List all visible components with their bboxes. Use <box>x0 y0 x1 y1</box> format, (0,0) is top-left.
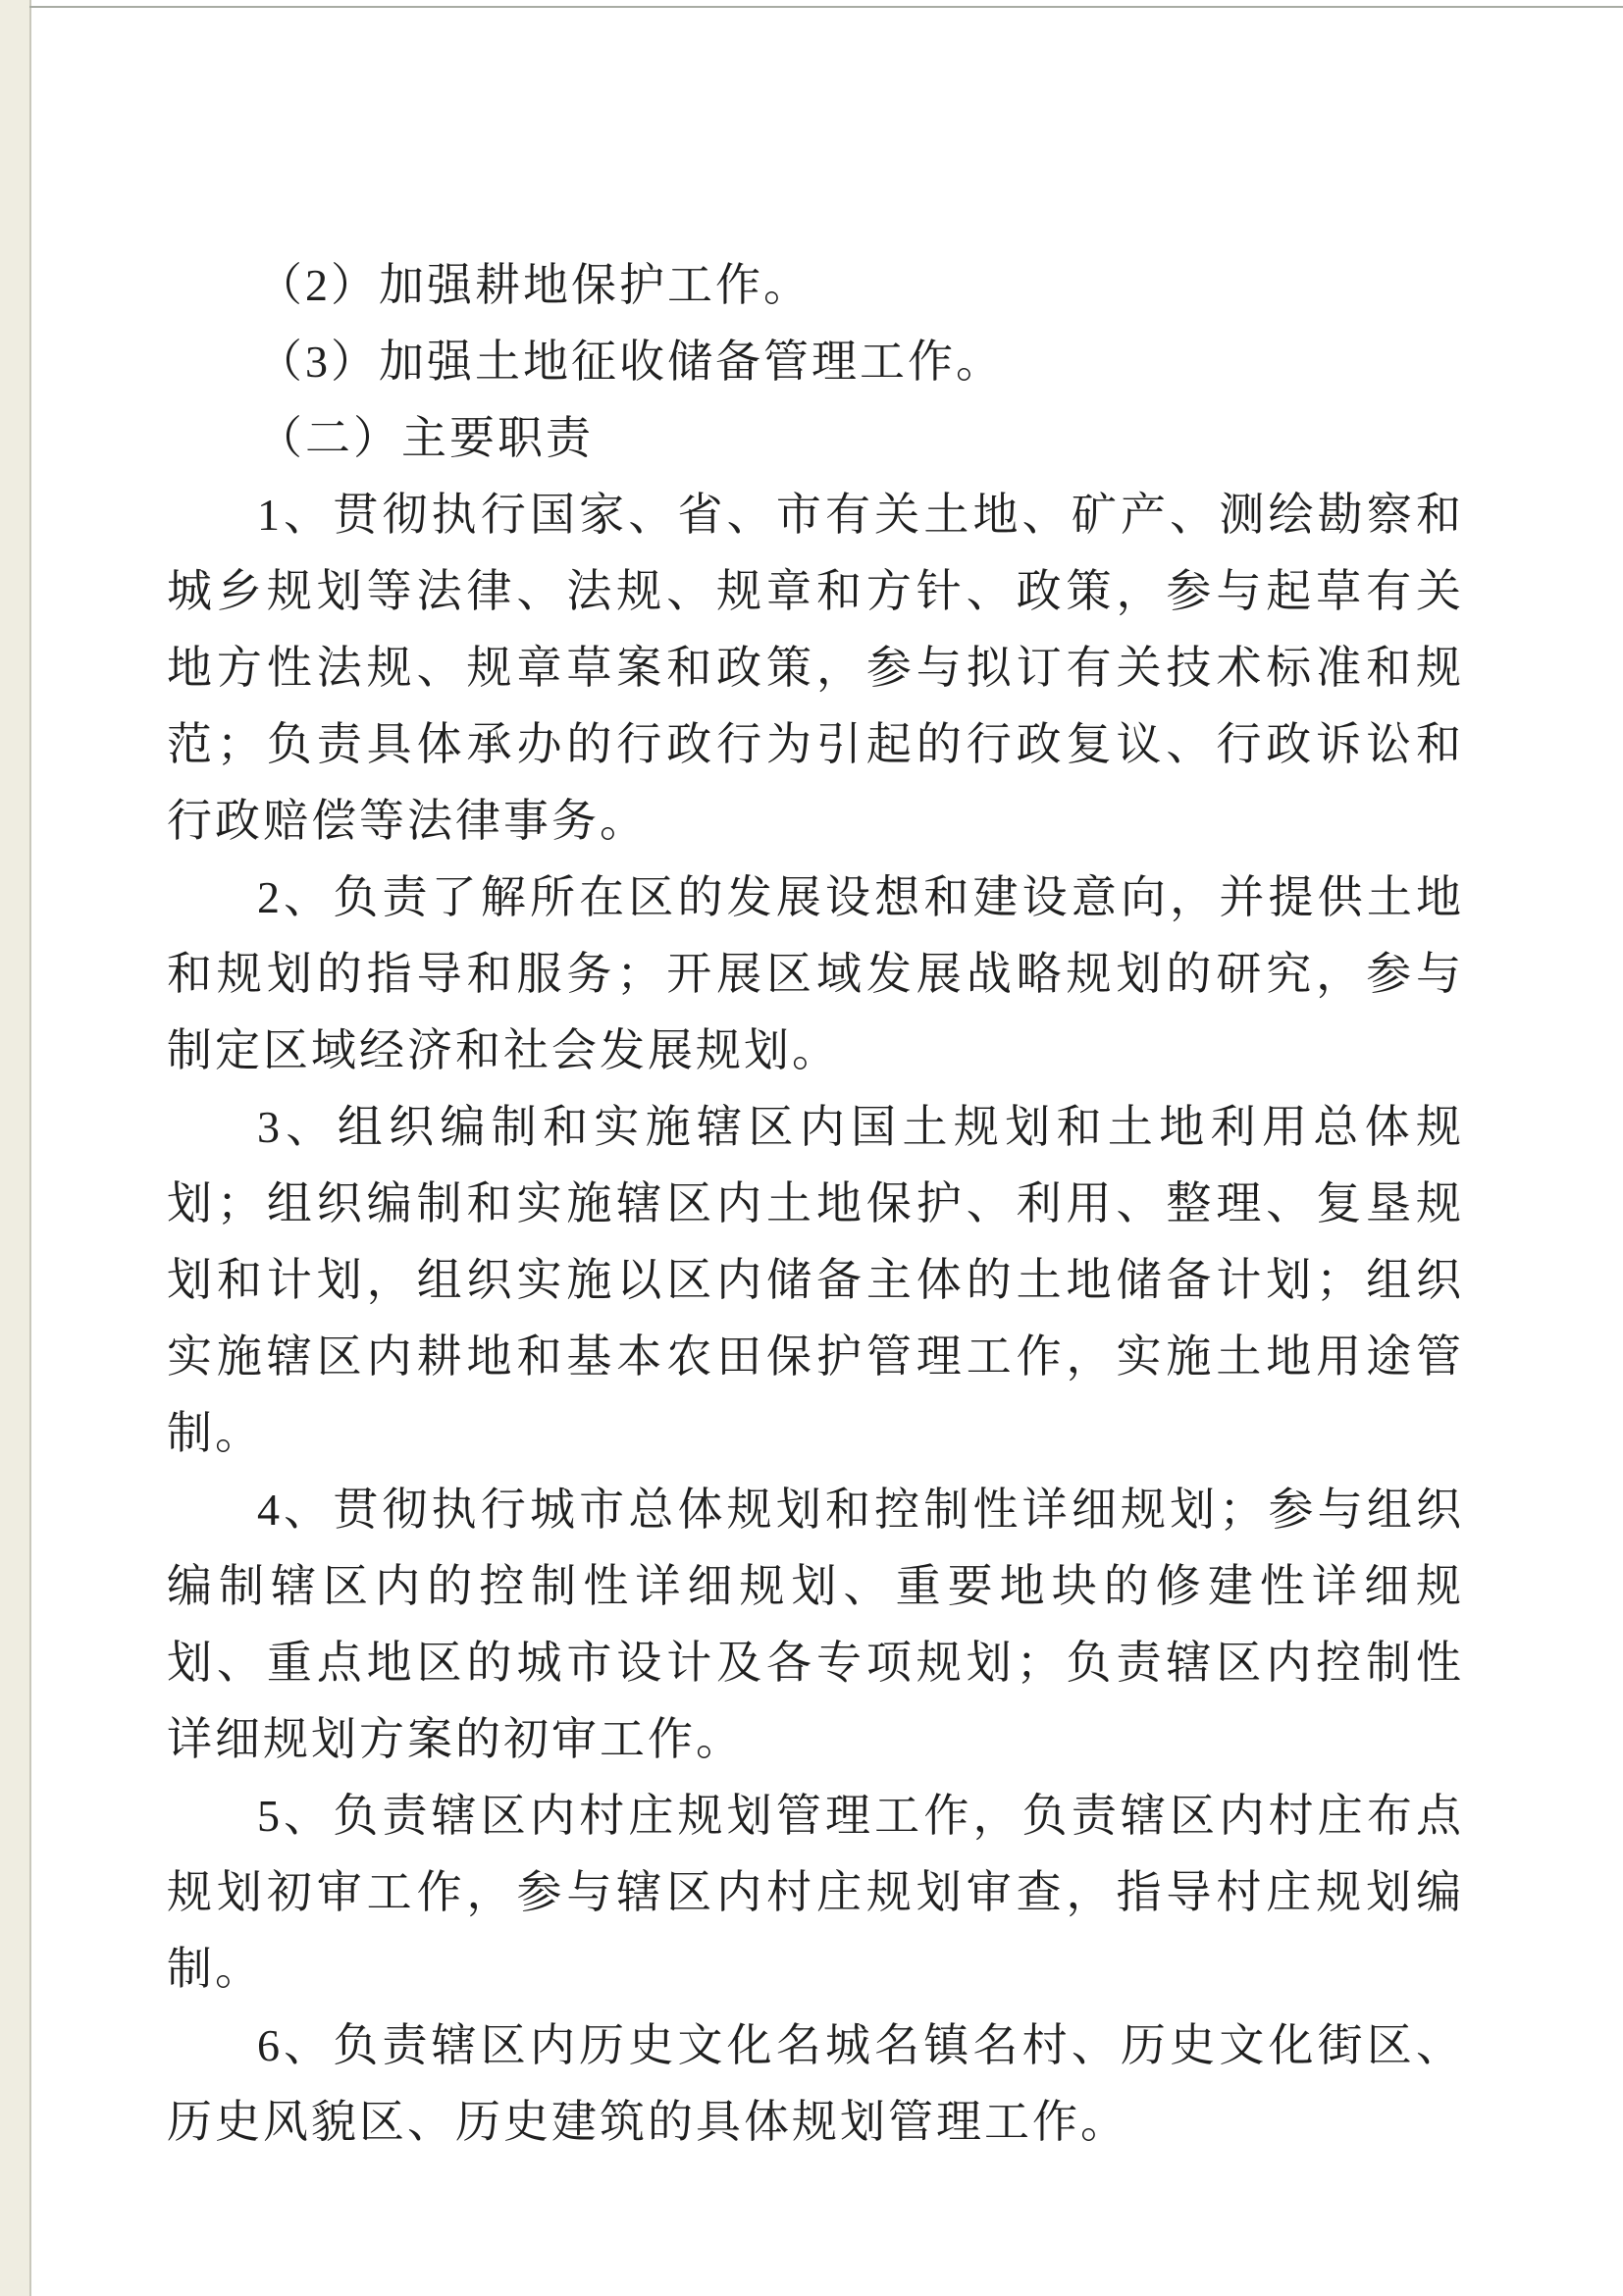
list-item-2: （2）加强耕地保护工作。 <box>257 260 812 310</box>
scanner-edge-strip <box>0 0 29 2296</box>
page-edge-line-horizontal <box>29 6 1623 8</box>
duty-item-3: 3、组织编制和实施辖区内国土规划和土地利用总体规划；组织编制和实施辖区内土地保护、利用、整理、复垦规划和计划，组织实施以区内储备主体的土地储备计划；组织实施辖区内耕地和基本农田保护管理工作，实施土地用途管制。 <box>167 1102 1464 1458</box>
document-body <box>167 247 1464 2161</box>
page-edge-line-vertical <box>29 0 31 2296</box>
duty-item-6: 6、负责辖区内历史文化名城名镇名村、历史文化街区、历史风貌区、历史建筑的具体规划管理工作。 <box>167 2020 1464 2147</box>
duty-item-2: 2、负责了解所在区的发展设想和建设意向，并提供土地和规划的指导和服务；开展区域发展战略规划的研究，参与制定区域经济和社会发展规划。 <box>167 872 1464 1075</box>
duty-item-5: 5、负责辖区内村庄规划管理工作，负责辖区内村庄布点规划初审工作，参与辖区内村庄规划审查，指导村庄规划编制。 <box>167 1791 1464 1994</box>
duty-item-4: 4、贯彻执行城市总体规划和控制性详细规划；参与组织编制辖区内的控制性详细规划、重要地块的修建性详细规划、重点地区的城市设计及各专项规划；负责辖区内控制性详细规划方案的初审工作。 <box>167 1485 1464 1764</box>
section-heading-main-duties: （二）主要职责 <box>257 413 594 463</box>
list-item-3: （3）加强土地征收储备管理工作。 <box>257 337 1004 387</box>
duty-item-1: 1、贯彻执行国家、省、市有关土地、矿产、测绘勘察和城乡规划等法律、法规、规章和方针、政策，参与起草有关地方性法规、规章草案和政策，参与拟订有关技术标准和规范；负责具体承办的行政行为引起的行政复议、行政诉讼和行政赔偿等法律事务。 <box>167 490 1464 846</box>
